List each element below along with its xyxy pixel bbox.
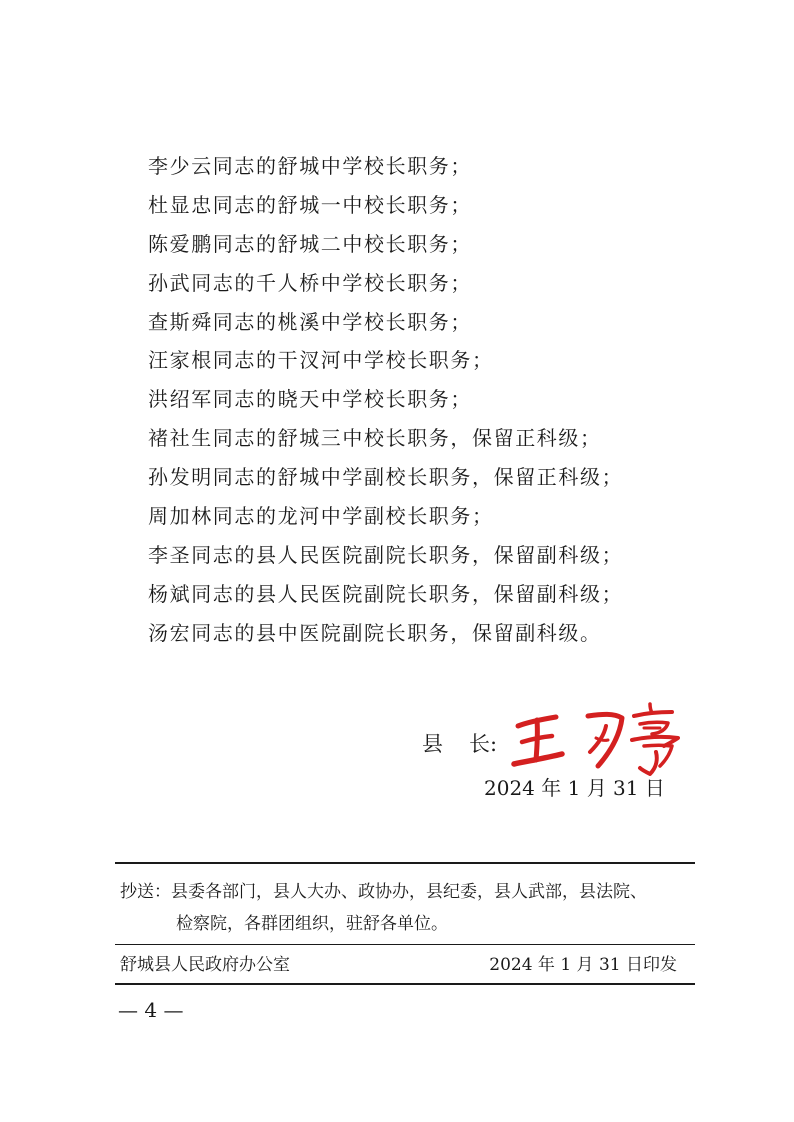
cc-recipients — [120, 876, 695, 940]
cc-line: 检察院，各群团组织，驻舒各单位。 — [176, 914, 448, 934]
list-item: 汪家根同志的干汊河中学校长职务； — [148, 348, 494, 373]
signatory-title: 县 长: — [422, 732, 498, 756]
list-item: 杨斌同志的县人民医院副院长职务，保留副科级； — [148, 581, 624, 606]
signature-date: 2024 年 1 月 31 日 — [484, 776, 665, 800]
list-item: 汤宏同志的县中医院副院长职务，保留副科级。 — [148, 620, 602, 645]
issuer-row — [120, 950, 695, 980]
list-item: 洪绍军同志的晓天中学校长职务； — [148, 387, 472, 412]
page-number: — 4 — — [118, 998, 184, 1022]
signature-block — [422, 700, 722, 810]
cc-line: 抄送：县委各部门，县人大办、政协办，县纪委，县人武部，县法院、 — [120, 882, 647, 902]
list-item: 杜显忠同志的舒城一中校长职务； — [148, 192, 472, 217]
list-item: 孙发明同志的舒城中学副校长职务，保留正科级； — [148, 465, 624, 490]
list-item: 李少云同志的舒城中学校长职务； — [148, 154, 472, 178]
list-item: 陈爱鹏同志的舒城二中校长职务； — [148, 231, 472, 256]
divider-bottom — [115, 983, 695, 985]
list-item: 周加林同志的龙河中学副校长职务； — [148, 504, 494, 529]
appointment-list — [148, 147, 623, 653]
issuing-office: 舒城县人民政府办公室 — [120, 955, 290, 975]
divider-top — [115, 862, 695, 864]
handwritten-signature — [510, 700, 690, 778]
list-item: 褚社生同志的舒城三中校长职务，保留正科级； — [148, 426, 602, 451]
list-item: 李圣同志的县人民医院副院长职务，保留副科级； — [148, 542, 624, 567]
divider-middle — [115, 944, 695, 945]
list-item: 孙武同志的千人桥中学校长职务； — [148, 270, 472, 295]
list-item: 查斯舜同志的桃溪中学校长职务； — [148, 309, 472, 334]
issue-date: 2024 年 1 月 31 日印发 — [489, 955, 677, 975]
